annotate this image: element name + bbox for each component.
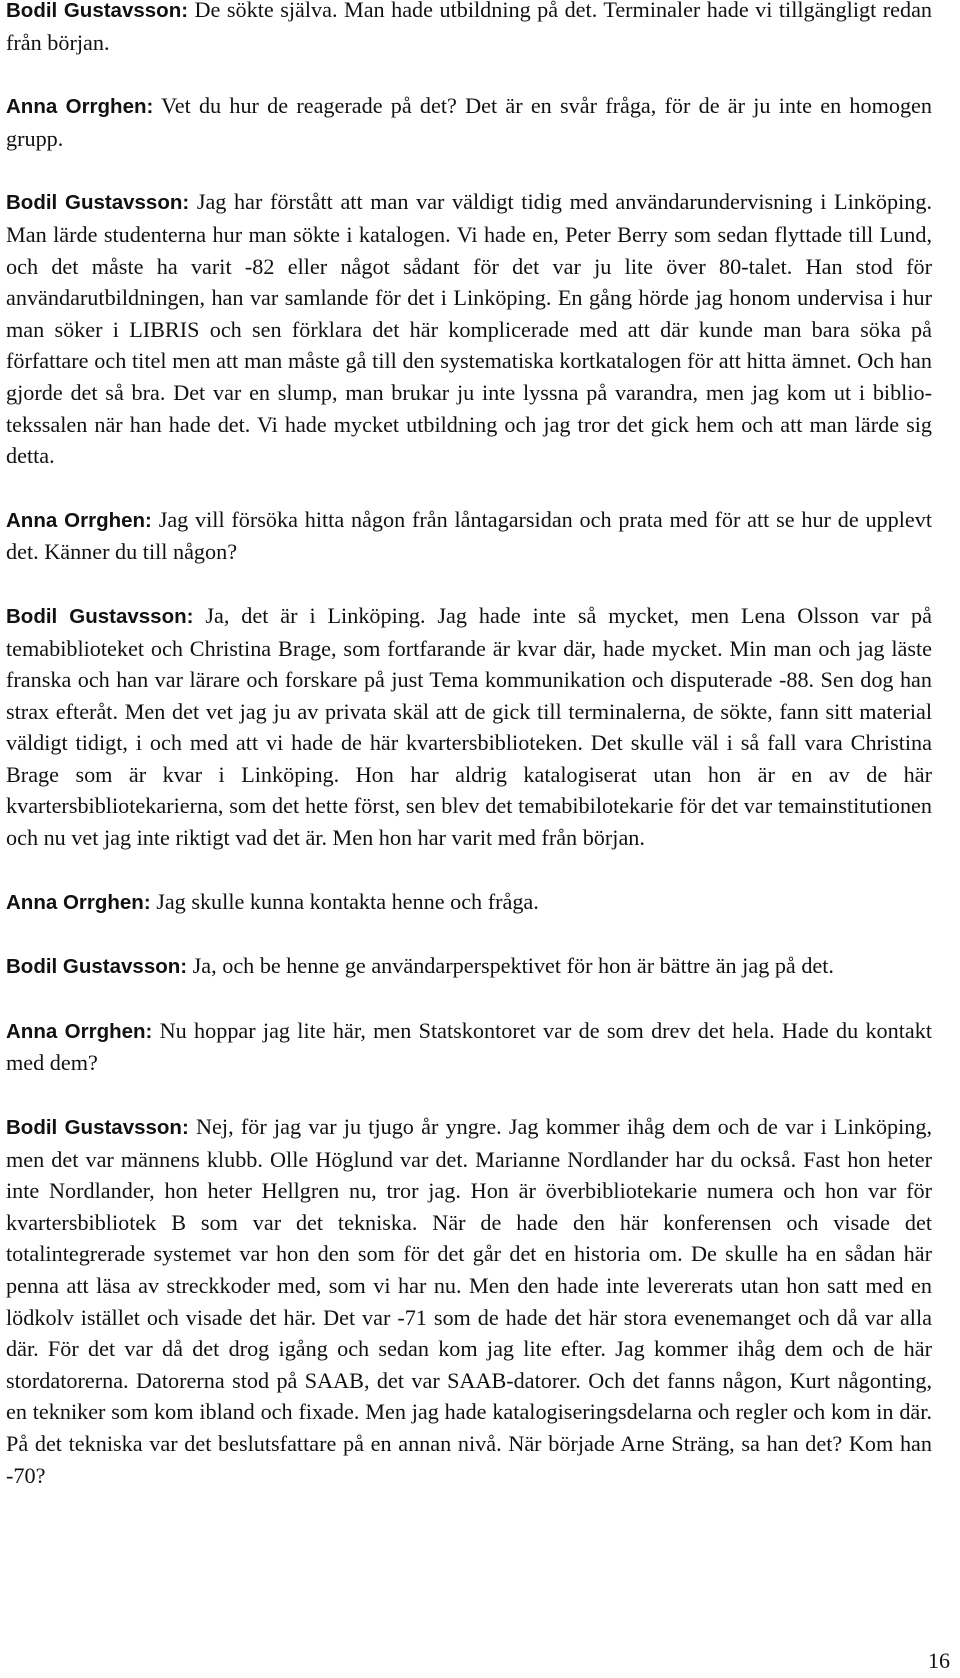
speaker-name: Bodil Gustavsson: bbox=[6, 1116, 189, 1140]
utterance-text: Jag skulle kunna kontakta henne och fråga. bbox=[156, 888, 539, 914]
speaker-name: Anna Orrghen: bbox=[6, 95, 154, 119]
speaker-name: Bodil Gustavsson: bbox=[6, 955, 188, 979]
page-number: 16 bbox=[928, 1648, 950, 1673]
utterance-text: Jag har förstått att man var väldigt tidig med användarundervisning i Linköping. Man lärde studenterna hur man sökte i katalogen. Vi hade en, Peter Berry som sedan flyttade till Lund, och det måste ha varit -82 eller något sådant för det var ju lite över 80-talet. Han stod för användarutbildningen, han var samlande för det i Linköping. En gång hörde jag honom undervisa i hur man söker i LIBRIS och sen förklara det här komplicerade med att där kunde man bara söka på författare och titel men att man måste gå till den systematiska kortkatalogen för att hitta ämnet. Och han gjorde det så bra. Det var en slump, man brukar ju inte lyssna på varandra, men jag kom ut i bibliotekssalen när han hade det. Vi hade mycket utbildning och jag tror det gick hem och att man lärde sig detta. bbox=[6, 189, 933, 469]
transcript-paragraph bbox=[6, 600, 932, 854]
transcript-paragraph bbox=[6, 886, 932, 919]
transcript-paragraph bbox=[6, 1015, 932, 1079]
utterance-text: Jag vill försöka hitta någon från låntagarsidan och prata med för att se hur de upplevt det. Känner du till någon? bbox=[6, 506, 933, 565]
utterance-text: Vet du hur de reagerade på det? Det är en svår fråga, för de är ju inte en homogen grupp. bbox=[6, 93, 932, 151]
speaker-name: Bodil Gustavsson: bbox=[6, 191, 190, 215]
transcript-paragraph bbox=[6, 950, 932, 983]
utterance-text: Nej, för jag var ju tjugo år yngre. Jag kommer ihåg dem och de var i Linköping, men det var männens klubb. Olle Höglund var det. Marianne Nordlander har du också. Fast hon heter inte Nordlander, hon heter Hellgren nu, tror jag. Hon är överbibliotekarie numera och hon var för kvartersbibliotek B som var det tekniska. När de hade den här konferensen och visade det totalintegrerade systemet var hon den som för det går det en historia om. De skulle ha en sådan här penna att läsa av streckkoder med, som vi har nu. Men den hade inte levererats utan hon satt med en lödkolv istället och visade det här. Det var -71 som de hade det här stora evenemanget och då var alla där. För det var då det drog igång och sedan kom jag lite efter. Jag kommer ihåg dem och de här stordatorerna. Datorerna stod på SAAB, det var SAAB-datorer. Och det fanns någon, Kurt någonting, en tekniker som kom ibland och fixade. Men jag hade katalogiseringsdelarna och regler och kom in där. På det tekniska var det beslutsfattare på en annan nivå. När började Arne Sträng, sa han det? Kom han -70? bbox=[6, 1114, 933, 1488]
transcript-paragraph bbox=[6, 90, 932, 154]
speaker-name: Anna Orrghen: bbox=[6, 890, 151, 914]
utterance-text: Ja, och be henne ge användarperspektivet för hon är bättre än jag på det. bbox=[192, 953, 834, 979]
transcript-paragraph bbox=[6, 1111, 932, 1491]
speaker-name: Bodil Gustavsson: bbox=[6, 0, 189, 22]
transcript-paragraph bbox=[6, 504, 932, 568]
speaker-name: Bodil Gustavsson: bbox=[6, 604, 194, 628]
utterance-text: Ja, det är i Linköping. Jag hade inte så mycket, men Lena Olsson var på temabiblioteket och Christina Brage, som fortfarande är kvar där, hade mycket. Min man och jag läste franska och han var lärare och forskare på just Tema kommunikation och disputerade -88. Sen dog han strax efteråt. Men det vet jag ju av privata skäl att de gick till terminalerna, de sökte, fann sitt material väldigt tidigt, i och med att vi hade de här kvartersbiblioteken. Det skulle väl i så fall vara Christina Brage som är kvar i Linköping. Hon har aldrig katalogiserat utan hon är en av de här kvartersbibliotekarierna, som det hette först, sen blev det temabibilotekarie för det var temainstitutionen och nu vet jag inte riktigt vad det är. Men hon har varit med från början. bbox=[6, 602, 933, 851]
utterance-text: Nu hoppar jag lite här, men Statskontoret var de som drev det hela. Hade du kontakt med dem? bbox=[6, 1017, 933, 1076]
transcript-page bbox=[6, 0, 932, 1523]
utterance-text: De sökte själva. Man hade utbildning på det. Terminaler hade vi tillgängligt redan från början. bbox=[6, 0, 933, 55]
speaker-name: Anna Orrghen: bbox=[6, 1019, 153, 1043]
transcript-paragraph bbox=[6, 0, 932, 58]
speaker-name: Anna Orrghen: bbox=[6, 508, 152, 532]
transcript-paragraph bbox=[6, 186, 932, 471]
